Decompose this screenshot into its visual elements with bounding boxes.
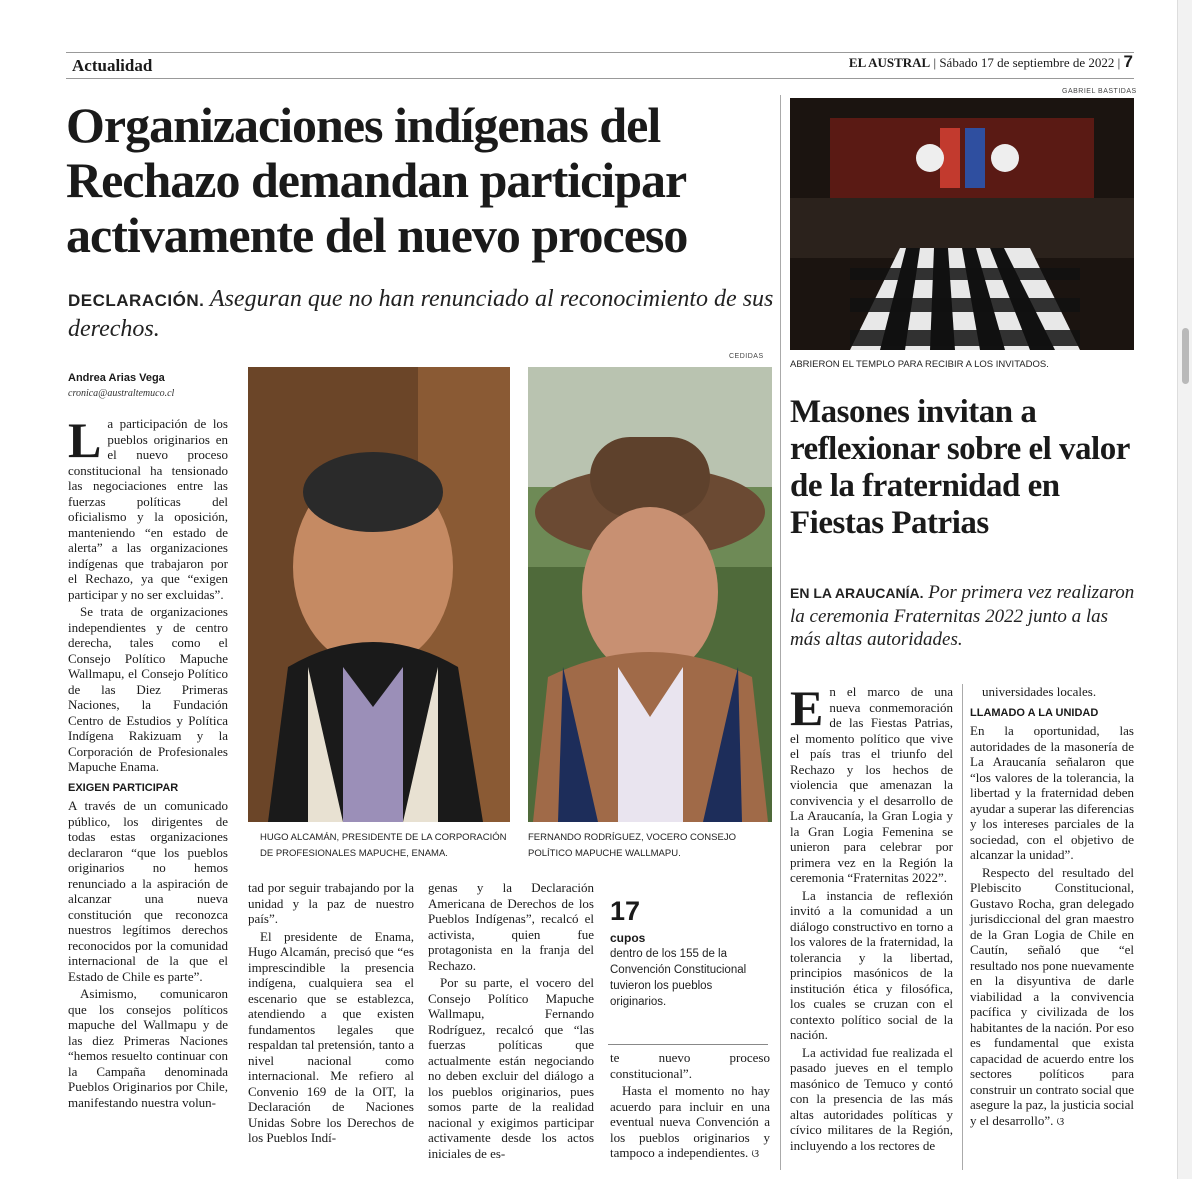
photo-credit-main: CEDIDAS <box>729 353 764 360</box>
section-label: Actualidad <box>72 56 153 75</box>
masthead-sep: | <box>1117 55 1124 70</box>
main-paragraph <box>610 1083 770 1162</box>
side-deck-label: EN LA ARAUCANÍA. <box>790 585 924 601</box>
side-paragraph: En la oportunidad, las autoridades de la masonería de La Araucanía señalaron que “los valores de la tolerancia, la libertad y la fraternidad deben ayudar a superar las diferencias y los intereses parciales de la sociedad, con el objetivo de alcanzar la unidad”. <box>970 723 1134 862</box>
main-deck <box>68 285 778 343</box>
stat-rule <box>608 1044 768 1045</box>
article-divider <box>780 95 781 1170</box>
end-mark-icon: ଓ <box>751 1147 760 1160</box>
person-photo-icon <box>248 367 510 822</box>
issue-date: Sábado 17 de septiembre de 2022 <box>939 55 1115 70</box>
photo-fernando-rodriguez <box>528 367 772 822</box>
main-paragraph: Por su parte, el vocero del Consejo Político Mapuche Wallmapu, Fernando Rodríguez, recalcó que “las fuerzas políticas que actualmente están negociando no deben excluir del diálogo a los pueblos originarios, pues somos parte de la realidad nacional y exigimos participar activamente desde los actos iniciales de es- <box>428 975 594 1161</box>
scrollbar-thumb[interactable] <box>1182 328 1189 384</box>
side-column-2 <box>970 684 1134 1131</box>
main-paragraph <box>68 412 228 602</box>
stat-label: cupos <box>610 931 646 945</box>
caption-temple: ABRIERON EL TEMPLO PARA RECIBIR A LOS INVITADOS. <box>790 359 1049 370</box>
paragraph-text: Hasta el momento no hay acuerdo para incluir en una eventual nueva Convención a los pueblos originarios y tampoco a independientes. <box>610 1083 770 1160</box>
side-paragraph: La actividad fue realizada el pasado jueves en el templo masónico de Temuco y contó con la presencia de las más altas autoridades políticas y cívico militares de la Región, incluyendo a los rectores de <box>790 1044 953 1153</box>
stat-number: 17 <box>610 896 641 926</box>
person-photo-icon <box>528 367 772 822</box>
photo-credit-side: GABRIEL BASTIDAS <box>1062 88 1137 95</box>
main-paragraph: genas y la Declaración Americana de Derechos de los Pueblos Indígenas”, recalcó el activista, quien fue protagonista en la franja del Rechazo. <box>428 880 594 973</box>
masthead <box>849 52 1133 72</box>
caption-fernando: FERNANDO RODRÍGUEZ, VOCERO CONSEJO POLÍTICO MAPUCHE WALLMAPU. <box>528 832 736 859</box>
side-column-divider <box>962 684 963 1170</box>
main-column-4 <box>610 1050 770 1164</box>
photo-hugo-alcaman <box>248 367 510 822</box>
main-paragraph: te nuevo proceso constitucional”. <box>610 1050 770 1081</box>
main-paragraph: El presidente de Enama, Hugo Alcamán, precisó que “es imprescindible la presencia indígena, cualquiera sea el escenario que se establezca, atendiendo a que existen fundamentos legales que respaldan tal pretensión, tanto a nivel nacional como internacional. Me refiero al Convenio 169 de la OIT, la Declaración de Naciones Unidas Sobre los Derechos de los Pueblos Indí- <box>248 928 414 1145</box>
end-mark-icon: ଓ <box>1056 1114 1065 1128</box>
photo-masonic-temple <box>790 98 1134 350</box>
brand-name: EL AUSTRAL <box>848 55 931 70</box>
side-paragraph: La instancia de reflexión invitó a la comunidad a un diálogo constructivo en torno a los valores de la fraternidad, la tolerancia y la libertad, principios masónicos de la institución ética y filosófica, los cuales se cruzan con el contexto político social de la nación. <box>790 887 953 1042</box>
main-column-3 <box>428 880 594 1163</box>
dropcap-e: E <box>790 680 824 736</box>
stat-text: dentro de los 155 de la Convención Constitucional tuvieron los pueblos originarios. <box>610 948 747 1008</box>
paragraph-text: a participación de los pueblos originarios en el nuevo proceso constitucional ha tensionado las negociaciones entre las fuerzas políticas del oficialismo y la oposición, manteniendo “en estado de alerta” a las organizaciones indígenas que trabajaron por el Rechazo, ya que “exigen participar y no ser excluidas”. <box>68 416 228 602</box>
masthead-sep: | <box>933 55 940 70</box>
author-email: cronica@australtemuco.cl <box>68 388 175 399</box>
paragraph-text: n el marco de una nueva conmemoración de las Fiestas Patrias, el momento político que vive el país tras el triunfo del Rechazo y los hechos de violencia que amenazan la convivencia y el desarrollo de La Araucanía, la Gran Logia y la Gran Logia Femenina se unieron para celebrar por primera vez en la Región la ceremonia “Fraternitas 2022”. <box>790 684 953 885</box>
main-paragraph: Asimismo, comunicaron que los consejos políticos mapuche del Wallmapu y de las diez Primeras Naciones “hemos resuelto continuar con la Campaña denominada Pueblos Originarios por Chile, manifestando nuestra volun- <box>68 986 228 1110</box>
dropcap-l: L <box>68 412 102 468</box>
main-paragraph: tad por seguir trabajando por la unidad y la paz de nuestro país”. <box>248 880 414 926</box>
paragraph-text: Respecto del resultado del Plebiscito Constitucional, Gustavo Rocha, gran delegado jurisdiccional del gran maestro de la Gran Logia de Chile en Cautín, señaló que “el resultado nos pone nuevamente en la disyuntiva de darle viabilidad a la convivencia pacífica y civilizada de los habitantes de la nación. Por eso es fundamental que exista capacidad de acuerdo entre los sectores políticos para construir un contrato social que asegure la paz, la justicia social y el desarrollo”. <box>970 864 1134 1128</box>
main-headline: Organizaciones indígenas del Rechazo demandan participar activamente del nuevo proceso <box>66 97 688 263</box>
side-paragraph <box>790 680 953 886</box>
main-deck-text: Aseguran que no han renunciado al reconocimiento de sus derechos. <box>68 286 774 342</box>
page-number: 7 <box>1123 52 1133 71</box>
subhead-llamado-unidad: LLAMADO A LA UNIDAD <box>970 706 1099 719</box>
main-column-1 <box>68 412 228 1112</box>
main-paragraph: A través de un comunicado público, los dirigentes de todas estas organizaciones declararon “que los pueblos originarios no hemos renunciado a la aspiración de alcanzar una nueva constitución que reconozca nuestros legítimos derechos reconocidos por la comunidad internacional de la que el Estado de Chile es parte”. <box>68 798 228 984</box>
side-headline: Masones invitan a reflexionar sobre el valor de la fraternidad en Fiestas Patrias <box>790 394 1130 541</box>
scrollbar-track[interactable] <box>1177 0 1192 1179</box>
author-name: Andrea Arias Vega <box>68 372 165 384</box>
side-paragraph: universidades locales. <box>982 684 1097 699</box>
main-paragraph: Se trata de organizaciones independientes y de centro derecha, tales como el Consejo Político Mapuche Wallmapu, el Consejo Político de las Diez Primeras Naciones, la Fundación Centro de Estudios y Política Indígena Rakizuam y la Corporación de Profesionales Mapuche Enama. <box>68 604 228 774</box>
temple-photo-icon <box>790 98 1134 350</box>
header-rule-bottom <box>66 78 1134 79</box>
main-column-2 <box>248 880 414 1148</box>
caption-hugo: HUGO ALCAMÁN, PRESIDENTE DE LA CORPORACIÓN DE PROFESIONALES MAPUCHE, ENAMA. <box>260 832 507 859</box>
main-deck-label: DECLARACIÓN. <box>68 291 205 310</box>
side-paragraph <box>970 865 1134 1130</box>
side-deck-text: Por primera vez realizaron la ceremonia Fraternitas 2022 junto a las más altas autoridades. <box>790 582 1135 650</box>
side-deck <box>790 581 1135 651</box>
subhead-exigen-participar: EXIGEN PARTICIPAR <box>68 781 179 794</box>
side-column-1 <box>790 680 953 1155</box>
